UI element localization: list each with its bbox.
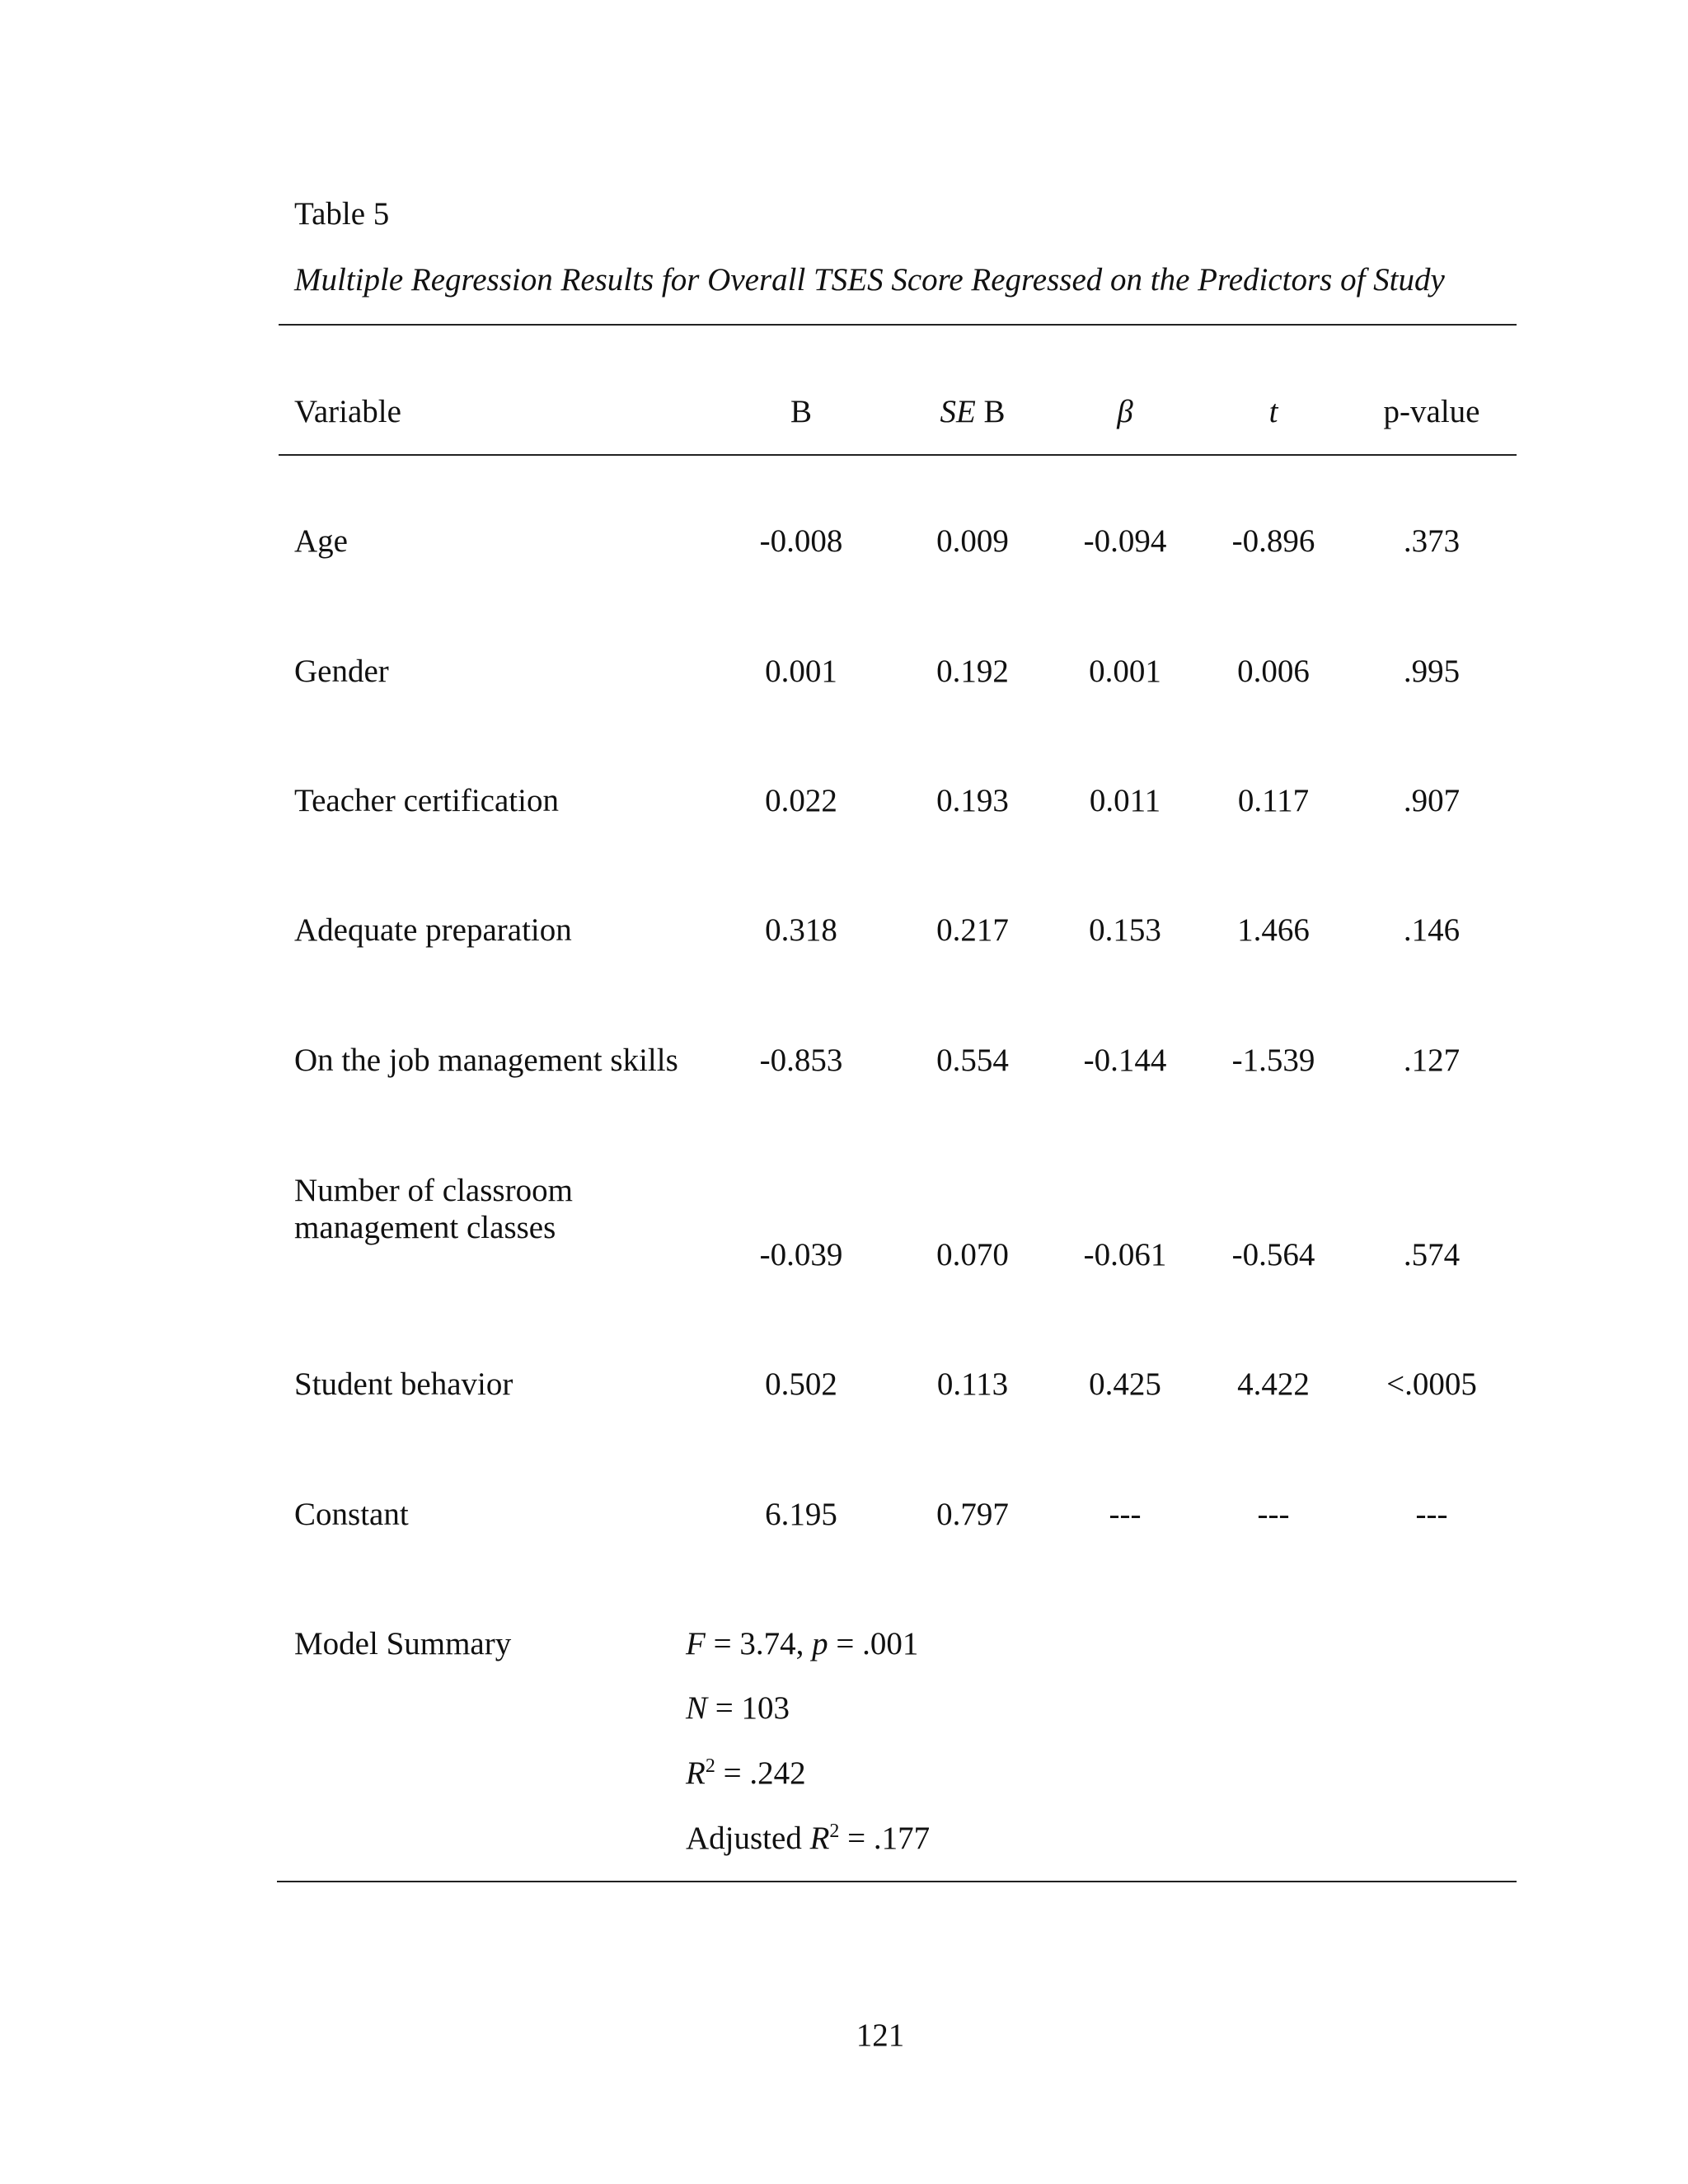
row-p: --- — [1415, 1497, 1448, 1532]
row-t: -1.539 — [1231, 1043, 1315, 1078]
row-beta: 0.001 — [1089, 654, 1161, 689]
row-variable: Constant — [294, 1497, 409, 1532]
row-variable: Gender — [294, 654, 389, 689]
page-number: 121 — [856, 2018, 905, 2053]
row-t: 1.466 — [1237, 912, 1310, 948]
row-beta: -0.144 — [1083, 1043, 1167, 1078]
row-se: 0.009 — [936, 523, 1009, 559]
row-p: .574 — [1403, 1237, 1461, 1272]
row-p: .127 — [1403, 1043, 1461, 1078]
r2-superscript: 2 — [705, 1755, 715, 1777]
row-p: .907 — [1403, 783, 1461, 818]
header-beta: β — [1117, 394, 1133, 429]
row-b: -0.008 — [759, 523, 843, 559]
row-p: .373 — [1403, 523, 1461, 559]
header-se-italic: SE — [940, 394, 976, 429]
row-beta: 0.011 — [1089, 783, 1161, 818]
row-b: 0.022 — [765, 783, 837, 818]
row-se: 0.797 — [936, 1497, 1009, 1532]
row-se: 0.113 — [936, 1366, 1009, 1402]
adj-value: = .177 — [839, 1821, 931, 1856]
row-variable-line2: management classes — [294, 1210, 556, 1245]
row-b: 0.502 — [765, 1366, 837, 1402]
row-variable: Age — [294, 523, 348, 559]
r2-value: = .242 — [715, 1755, 806, 1791]
row-variable: Adequate preparation — [294, 912, 572, 948]
row-b: 6.195 — [765, 1497, 837, 1532]
table-number: Table 5 — [294, 196, 390, 232]
row-p: .146 — [1403, 912, 1461, 948]
row-beta: --- — [1109, 1497, 1142, 1532]
header-b: B — [790, 394, 812, 429]
row-beta: 0.425 — [1089, 1366, 1161, 1402]
row-p: .995 — [1403, 654, 1461, 689]
row-variable: Teacher certification — [294, 783, 559, 818]
header-t: t — [1268, 394, 1278, 429]
row-se: 0.070 — [936, 1237, 1009, 1272]
header-p-value: p-value — [1383, 394, 1480, 429]
r2-symbol: R — [686, 1755, 706, 1791]
adj-prefix: Adjusted — [686, 1821, 810, 1856]
row-t: -0.896 — [1231, 523, 1315, 559]
row-b: 0.001 — [765, 654, 837, 689]
row-t: 4.422 — [1237, 1366, 1310, 1402]
adj-symbol: R — [809, 1821, 830, 1856]
p-value: = .001 — [828, 1626, 919, 1661]
model-summary-adjusted-r2 — [686, 1822, 930, 1854]
row-beta: -0.094 — [1083, 523, 1167, 559]
row-beta: -0.061 — [1083, 1237, 1167, 1272]
n-value: = 103 — [707, 1690, 790, 1726]
f-symbol: F — [686, 1626, 706, 1661]
adj-superscript: 2 — [829, 1821, 840, 1842]
table-title: Multiple Regression Results for Overall TSES Score Regressed on the Predictors of Study — [294, 262, 1445, 298]
n-symbol: N — [686, 1690, 708, 1726]
header-se-b — [890, 396, 1055, 428]
row-beta: 0.153 — [1089, 912, 1161, 948]
row-p: <.0005 — [1386, 1366, 1477, 1402]
row-t: --- — [1257, 1497, 1290, 1532]
row-t: -0.564 — [1231, 1237, 1315, 1272]
f-value: = 3.74, — [705, 1626, 813, 1661]
row-se: 0.193 — [936, 783, 1009, 818]
header-variable: Variable — [294, 394, 401, 429]
row-t: 0.117 — [1237, 783, 1310, 818]
row-se: 0.554 — [936, 1043, 1009, 1078]
model-summary-label: Model Summary — [294, 1626, 512, 1661]
bottom-rule — [277, 1881, 1517, 1882]
row-b: 0.318 — [765, 912, 837, 948]
p-symbol: p — [812, 1626, 828, 1661]
row-b: -0.853 — [759, 1043, 843, 1078]
row-se: 0.217 — [936, 912, 1009, 948]
model-summary-f — [686, 1628, 918, 1660]
model-summary-r2 — [686, 1757, 806, 1789]
row-b: -0.039 — [759, 1237, 843, 1272]
row-variable: Student behavior — [294, 1366, 513, 1402]
header-se-rest: B — [975, 394, 1006, 429]
header-rule — [279, 454, 1517, 456]
row-variable: On the job management skills — [294, 1043, 678, 1078]
model-summary-n — [686, 1692, 790, 1724]
row-t: 0.006 — [1237, 654, 1310, 689]
row-variable-line1: Number of classroom — [294, 1173, 573, 1208]
row-se: 0.192 — [936, 654, 1009, 689]
top-rule — [279, 324, 1517, 326]
